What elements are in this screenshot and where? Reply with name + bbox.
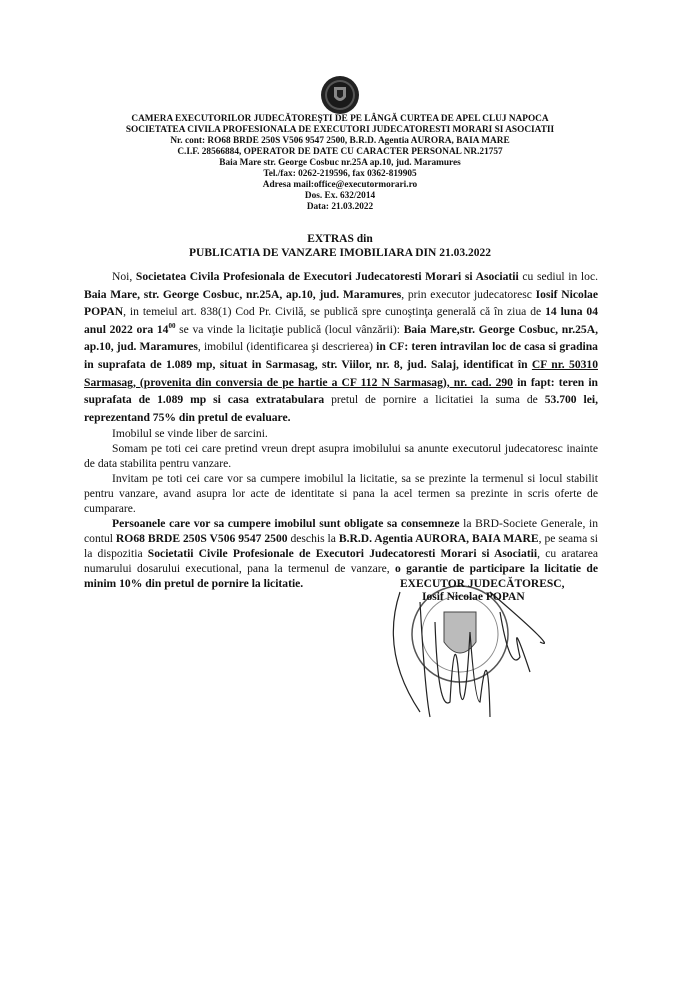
paragraph-sale-details (84, 268, 598, 426)
signature-name: Iosif Nicolae POPAN (422, 591, 525, 603)
text: , imobilul (identificarea şi descrierea) (197, 340, 377, 354)
text: Societatea Civila Profesionala de Executori Judecatoresti Morari si Asociatii (135, 270, 519, 283)
bailiff-seal-logo (320, 75, 360, 115)
text: RO68 BRDE 250S V506 9547 2500 (115, 532, 288, 546)
paragraph-free-of-charges: Imobilul se vinde liber de sarcini. (112, 427, 268, 441)
text: Noi, (112, 270, 136, 283)
text: in CF: teren intravilan loc de casa si gradina in suprafata de 1.089 mp, situat in Sarmasag, str. Viilor, nr. 8, jud. Salaj, identificat în (84, 340, 598, 371)
document-title (100, 232, 580, 260)
text: pretul de pornire a licitatiei la suma de (324, 393, 545, 407)
title-line-1: EXTRAS din (307, 233, 373, 245)
text: Persoanele care vor sa cumpere imobilul sunt obligate sa consemneze (112, 517, 460, 531)
signature-title: EXECUTOR JUDECĂTORESC, (400, 578, 565, 590)
header-phone: Tel./fax: 0262-219596, fax 0362-819905 (263, 169, 417, 179)
document-body (84, 268, 598, 591)
title-line-2: PUBLICATIA DE VANZARE IMOBILIARA DIN 21.03.2022 (189, 247, 491, 259)
text: Iosif Nicolae POPAN (84, 287, 598, 319)
text: 14 luna 04 anul 2022 ora 14 (84, 305, 598, 336)
header-chamber: CAMERA EXECUTORILOR JUDECĂTOREŞTI DE PE LÂNGĂ CURTEA DE APEL CLUJ NAPOCA (131, 114, 549, 124)
text: la BRD-Societe Generale, in contul (84, 517, 598, 546)
paragraph-summons: Somam pe toti cei care pretind vreun drept asupra imobilului sa anunte executorul judecatoresc inainte de data stabilita pentru vanzare. (84, 442, 598, 471)
header-email: Adresa mail:office@executormorari.ro (262, 180, 418, 190)
text: deschis la (287, 532, 339, 546)
text: Baia Mare,str. George Cosbuc, nr.25A, ap.10, jud. Maramures (84, 322, 598, 354)
text: B.R.D. Agentia AURORA, BAIA MARE (338, 532, 539, 546)
text: 00 (168, 321, 176, 330)
text: CF nr. 50310 Sarmasag, (provenita din conversia de pe hartie a CF 112 N Sarmasag), nr. cad. 290 (84, 357, 599, 389)
header-cif: C.I.F. 28566884, OPERATOR DE DATE CU CARACTER PERSONAL NR.21757 (177, 147, 503, 157)
text: Societatii Civile Profesionale de Executori Judecatoresti Morari si Asociatii (147, 547, 538, 561)
document-header (100, 114, 580, 213)
text: cu sediul in loc. (518, 270, 598, 283)
text: , pe seama si la dispozitia (84, 532, 598, 561)
text: in fapt: teren in suprafata de 1.089 mp si casa extratabulara (84, 375, 599, 407)
text: , in temeiul art. 838(1) Cod Pr. Civilă, se publică spre cunoştinţa generală că în ziua de (123, 305, 546, 319)
text: 53.700 lei, reprezentand 75% din pretul de evaluare. (84, 393, 598, 424)
header-address: Baia Mare str. George Cosbuc nr.25A ap.10, jud. Maramures (219, 158, 461, 168)
text: , cu aratarea numarului dosarului executional, pana la termenul de vanzare, (84, 547, 598, 576)
header-account: Nr. cont: RO68 BRDE 250S V506 9547 2500, B.R.D. Agentia AURORA, BAIA MARE (170, 136, 510, 146)
header-date: Data: 21.03.2022 (306, 202, 374, 212)
text: o garantie de participare la licitatie de minim 10% din pretul de pornire la licitatie. (84, 562, 598, 591)
header-company: SOCIETATEA CIVILA PROFESIONALA DE EXECUTORI JUDECATORESTI MORARI SI ASOCIATII (125, 125, 555, 135)
header-file-number: Dos. Ex. 632/2014 (304, 191, 376, 201)
signature-block (360, 572, 620, 722)
text: , prin executor judecatoresc (401, 287, 536, 301)
paragraph-invitation: Invitam pe toti cei care vor sa cumpere imobilul la licitatie, sa se prezinte la termenul si locul stabilit pentru vanzare, avand asupra lor acte de identitate si pana la acel termen sa prezinte in scris oferte de cumparare. (84, 472, 598, 516)
text: se va vinde la licitaţie publică (locul vânzării): (175, 322, 404, 336)
text: Baia Mare, str. George Cosbuc, nr.25A, ap.10, jud. Maramures (84, 287, 402, 301)
